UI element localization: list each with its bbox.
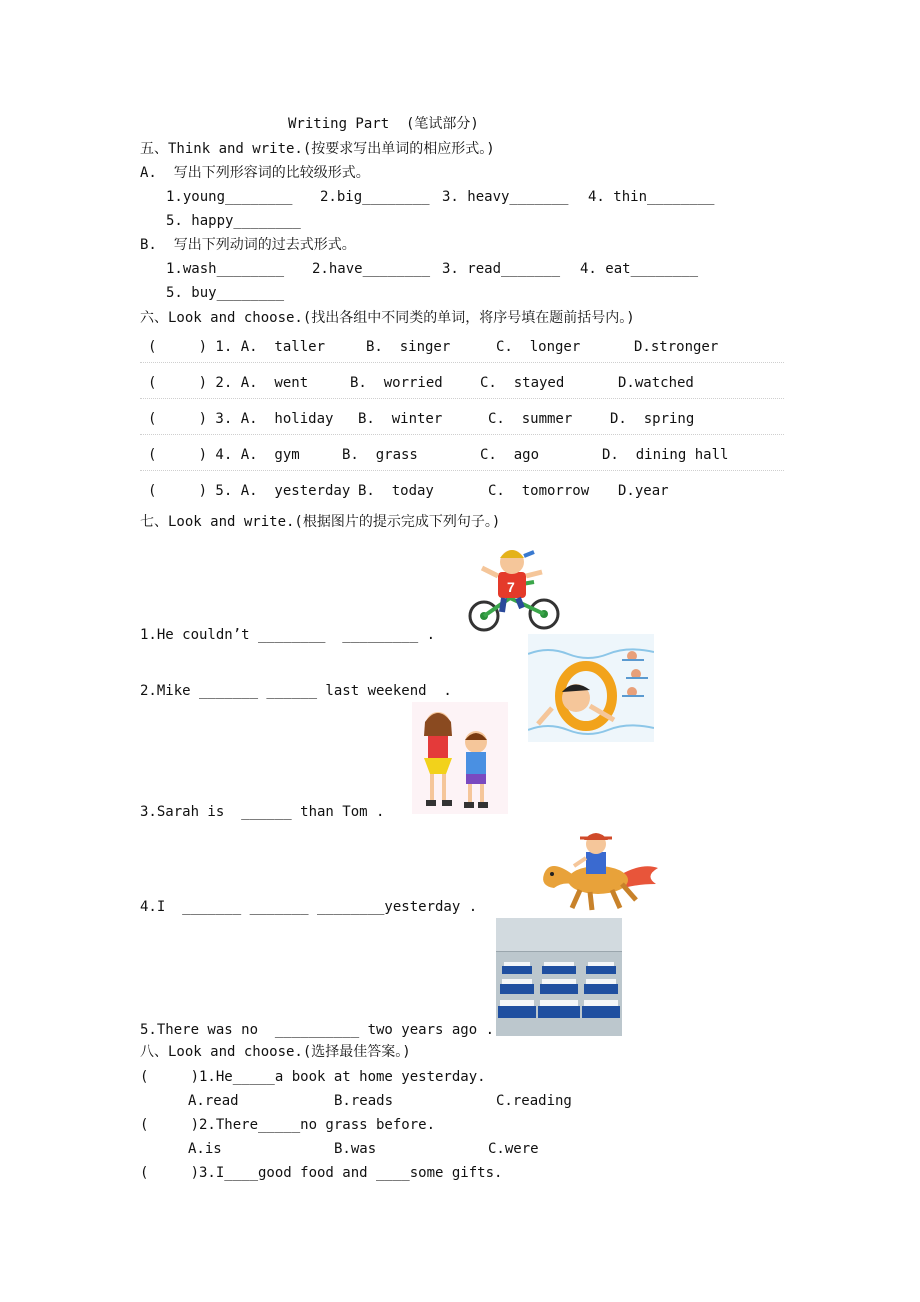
- choose-row-3-option-b: B. winter: [358, 411, 443, 427]
- section-6-heading: 六、Look and choose.(找出各组中不同类的单词，将序号填在题前括号内。): [140, 310, 635, 326]
- choose-row-5-option-c: C. tomorrow: [488, 483, 590, 499]
- choose-row-1-question: ( ) 1. A. taller: [148, 339, 326, 355]
- picture-sentence-2: 2.Mike _______ ______ last weekend .: [140, 683, 452, 699]
- choose-row-2-question: ( ) 2. A. went: [148, 375, 309, 391]
- sarah-and-tom-picture: [412, 702, 508, 814]
- mc-question-2-option-b: B.was: [334, 1141, 377, 1157]
- choose-row-1-option-b: B. singer: [366, 339, 451, 355]
- mc-question-1: ( )1.He_____a book at home yesterday.: [140, 1069, 486, 1085]
- choose-row-1-option-c: C. longer: [496, 339, 581, 355]
- comparative-item-5: 5. happy________: [166, 213, 301, 229]
- picture-sentence-1: 1.He couldn’t ________ _________ .: [140, 627, 436, 643]
- choose-row-4-option-b: B. grass: [342, 447, 418, 463]
- svg-text:7: 7: [507, 579, 515, 595]
- section-8-heading: 八、Look and choose.(选择最佳答案。): [140, 1044, 411, 1060]
- picture-sentence-3: 3.Sarah is ______ than Tom .: [140, 804, 385, 820]
- mc-question-3: ( )3.I____good food and ____some gifts.: [140, 1165, 503, 1181]
- past-tense-item-4: 4. eat________: [580, 261, 699, 277]
- choose-row-5-question: ( ) 5. A. yesterday: [148, 483, 351, 499]
- choose-row-3-question: ( ) 3. A. holiday: [148, 411, 334, 427]
- comparative-item-2: 2.big________: [320, 189, 430, 205]
- row-divider: [140, 398, 784, 399]
- choose-row-3-option-c: C. summer: [488, 411, 573, 427]
- choose-row-2-option-d: D.watched: [618, 375, 694, 391]
- choose-row-2-option-c: C. stayed: [480, 375, 565, 391]
- choose-row-4-question: ( ) 4. A. gym: [148, 447, 300, 463]
- mc-question-2: ( )2.There_____no grass before.: [140, 1117, 436, 1133]
- choose-row-1-option-d: D.stronger: [634, 339, 719, 355]
- mc-question-1-option-a: A.read: [188, 1093, 239, 1109]
- section-7-heading: 七、Look and write.(根据图片的提示完成下列句子。): [140, 514, 501, 530]
- dining-hall-picture: [496, 918, 622, 1036]
- row-divider: [140, 434, 784, 435]
- choose-row-2-option-b: B. worried: [350, 375, 443, 391]
- mc-question-1-option-c: C.reading: [496, 1093, 572, 1109]
- mc-question-2-option-c: C.were: [488, 1141, 539, 1157]
- boy-swimming-picture: [528, 634, 654, 742]
- boy-riding-bike-picture: [462, 542, 568, 636]
- section-5-heading: 五、Think and write.(按要求写出单词的相应形式。): [140, 141, 495, 157]
- past-tense-item-1: 1.wash________: [166, 261, 285, 277]
- choose-row-4-option-c: C. ago: [480, 447, 540, 463]
- choose-row-5-option-d: D.year: [618, 483, 669, 499]
- comparative-item-1: 1.young________: [166, 189, 293, 205]
- mc-question-1-option-b: B.reads: [334, 1093, 394, 1109]
- section-5a-label: A. 写出下列形容词的比较级形式。: [140, 165, 370, 181]
- mc-question-2-option-a: A.is: [188, 1141, 222, 1157]
- past-tense-item-5: 5. buy________: [166, 285, 285, 301]
- choose-row-3-option-d: D. spring: [610, 411, 695, 427]
- picture-sentence-5: 5.There was no __________ two years ago .: [140, 1022, 495, 1038]
- picture-sentence-4: 4.I _______ _______ ________yesterday .: [140, 899, 478, 915]
- section-5b-label: B. 写出下列动词的过去式形式。: [140, 237, 356, 253]
- past-tense-item-2: 2.have________: [312, 261, 431, 277]
- row-divider: [140, 470, 784, 471]
- boy-riding-horse-picture: [532, 822, 662, 916]
- choose-row-4-option-d: D. dining hall: [602, 447, 729, 463]
- comparative-item-3: 3. heavy_______: [442, 189, 569, 205]
- past-tense-item-3: 3. read_______: [442, 261, 561, 277]
- choose-row-5-option-b: B. today: [358, 483, 434, 499]
- row-divider: [140, 362, 784, 363]
- page-title: Writing Part (笔试部分): [288, 116, 479, 132]
- comparative-item-4: 4. thin________: [588, 189, 715, 205]
